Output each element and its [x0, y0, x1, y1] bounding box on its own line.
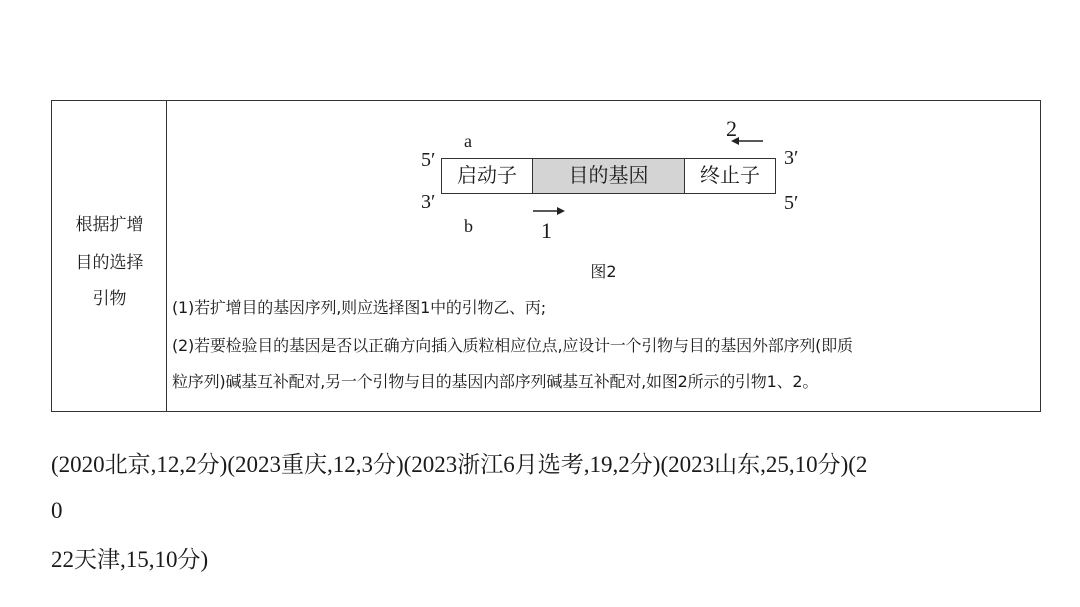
primer-2-label: 2	[726, 116, 737, 141]
row-label-line-1: 根据扩增	[75, 215, 144, 235]
dna-construct-diagram	[407, 111, 827, 251]
end-label-3-top: 3′	[784, 147, 799, 169]
source-line-2: 0	[51, 498, 63, 523]
row-label-line-2: 目的选择	[75, 253, 144, 273]
content-cell	[167, 101, 1040, 411]
end-label-5-bottom: 5′	[784, 192, 799, 214]
strand-label-a: a	[464, 131, 472, 151]
text-line-2: (2)若要检验目的基因是否以正确方向插入质粒相应位点,应设计一个引物与目的基因外部序列(即质	[172, 336, 853, 355]
row-label-line-3: 引物	[92, 289, 127, 309]
primer-1-label: 1	[541, 218, 552, 243]
source-line-3: 22天津,15,10分)	[51, 547, 209, 572]
text-line-3: 粒序列)碱基互补配对,另一个引物与目的基因内部序列碱基互补配对,如图2所示的引物1、2。	[172, 372, 819, 391]
target-gene-box: 目的基因	[532, 158, 685, 194]
row-label-cell	[52, 101, 167, 411]
primer-2-arrow-icon	[729, 135, 765, 147]
end-label-3-bottom: 3′	[421, 191, 436, 213]
primer-1-arrow-icon	[531, 205, 567, 217]
promoter-box: 启动子	[441, 158, 533, 194]
terminator-box: 终止子	[684, 158, 776, 194]
end-label-5-top: 5′	[421, 149, 436, 171]
method-table	[51, 100, 1041, 412]
strand-label-b: b	[464, 216, 473, 236]
figure-caption: 图2	[590, 262, 617, 281]
source-line-1: (2020北京,12,2分)(2023重庆,12,3分)(2023浙江6月选考,19,2分)(2023山东,25,10分)(2	[51, 452, 868, 477]
text-line-1: (1)若扩增目的基因序列,则应选择图1中的引物乙、丙;	[172, 298, 546, 317]
